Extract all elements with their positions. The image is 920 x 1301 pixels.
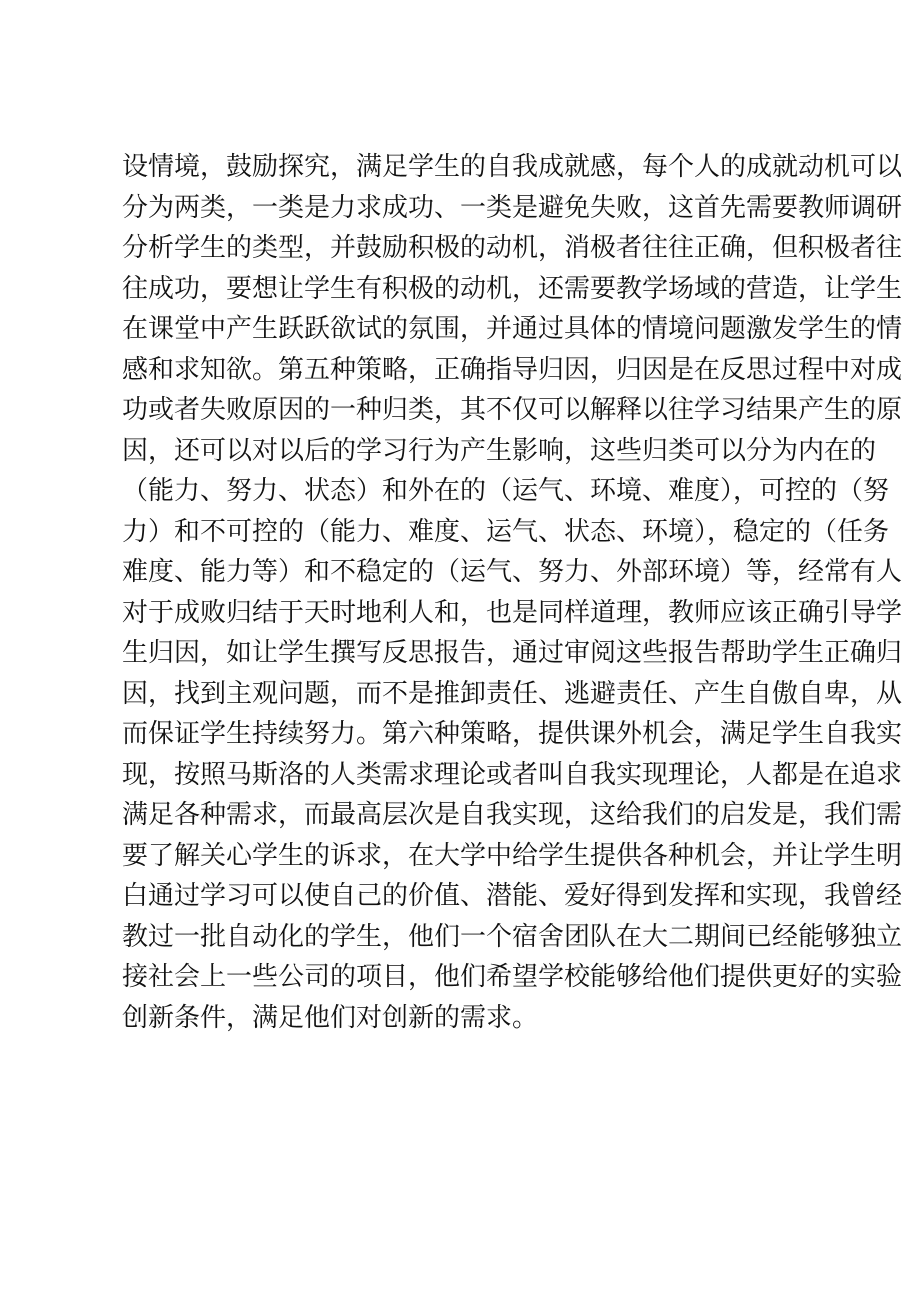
text-line: 因，还可以对以后的学习行为产生影响，这些归类可以分为内在的 [122, 435, 877, 466]
text-line: 白通过学习可以使自己的价值、潜能、爱好得到发挥和实现，我曾经 [122, 881, 903, 911]
text-line: 分为两类，一类是力求成功、一类是避免失败，这首先需要教师调研 [122, 192, 903, 223]
body-paragraph [122, 147, 903, 1038]
text-line: 设情境，鼓励探究，满足学生的自我成就感，每个人的成就动机可以 [122, 152, 903, 182]
text-line: 现，按照马斯洛的人类需求理论或者叫自我实现理论，人都是在追求 [122, 759, 903, 790]
text-line: 满足各种需求，而最高层次是自我实现，这给我们的启发是，我们需 [122, 800, 903, 830]
text-line: 难度、能力等）和不稳定的（运气、努力、外部环境）等，经常有人 [122, 557, 903, 587]
text-line: 感和求知欲。第五种策略，正确指导归因，归因是在反思过程中对成 [122, 354, 903, 385]
text-line: 在课堂中产生跃跃欲试的氛围，并通过具体的情境问题激发学生的情 [122, 314, 903, 344]
text-line: 生归因，如让学生撰写反思报告，通过审阅这些报告帮助学生正确归 [122, 638, 903, 668]
text-line: 力）和不可控的（能力、难度、运气、状态、环境），稳定的（任务 [122, 516, 890, 547]
text-line: 要了解关心学生的诉求，在大学中给学生提供各种机会，并让学生明 [122, 840, 903, 871]
text-line: 创新条件，满足他们对创新的需求。 [122, 1002, 539, 1033]
text-line: （能力、努力、状态）和外在的（运气、环境、难度），可控的（努 [122, 476, 890, 506]
text-line: 对于成败归结于天时地利人和，也是同样道理，教师应该正确引导学 [122, 597, 903, 628]
text-line: 接社会上一些公司的项目，他们希望学校能够给他们提供更好的实验 [122, 962, 903, 992]
text-line: 因，找到主观问题，而不是推卸责任、逃避责任、产生自傲自卑，从 [122, 678, 903, 709]
text-line: 往成功，要想让学生有积极的动机，还需要教学场域的营造，让学生 [122, 273, 903, 304]
text-line: 功或者失败原因的一种归类，其不仅可以解释以往学习结果产生的原 [122, 395, 903, 425]
text-line: 分析学生的类型，并鼓励积极的动机，消极者往往正确，但积极者往 [122, 233, 903, 263]
text-line: 而保证学生持续努力。第六种策略，提供课外机会，满足学生自我实 [122, 719, 903, 749]
text-line: 教过一批自动化的学生，他们一个宿舍团队在大二期间已经能够独立 [122, 921, 903, 952]
